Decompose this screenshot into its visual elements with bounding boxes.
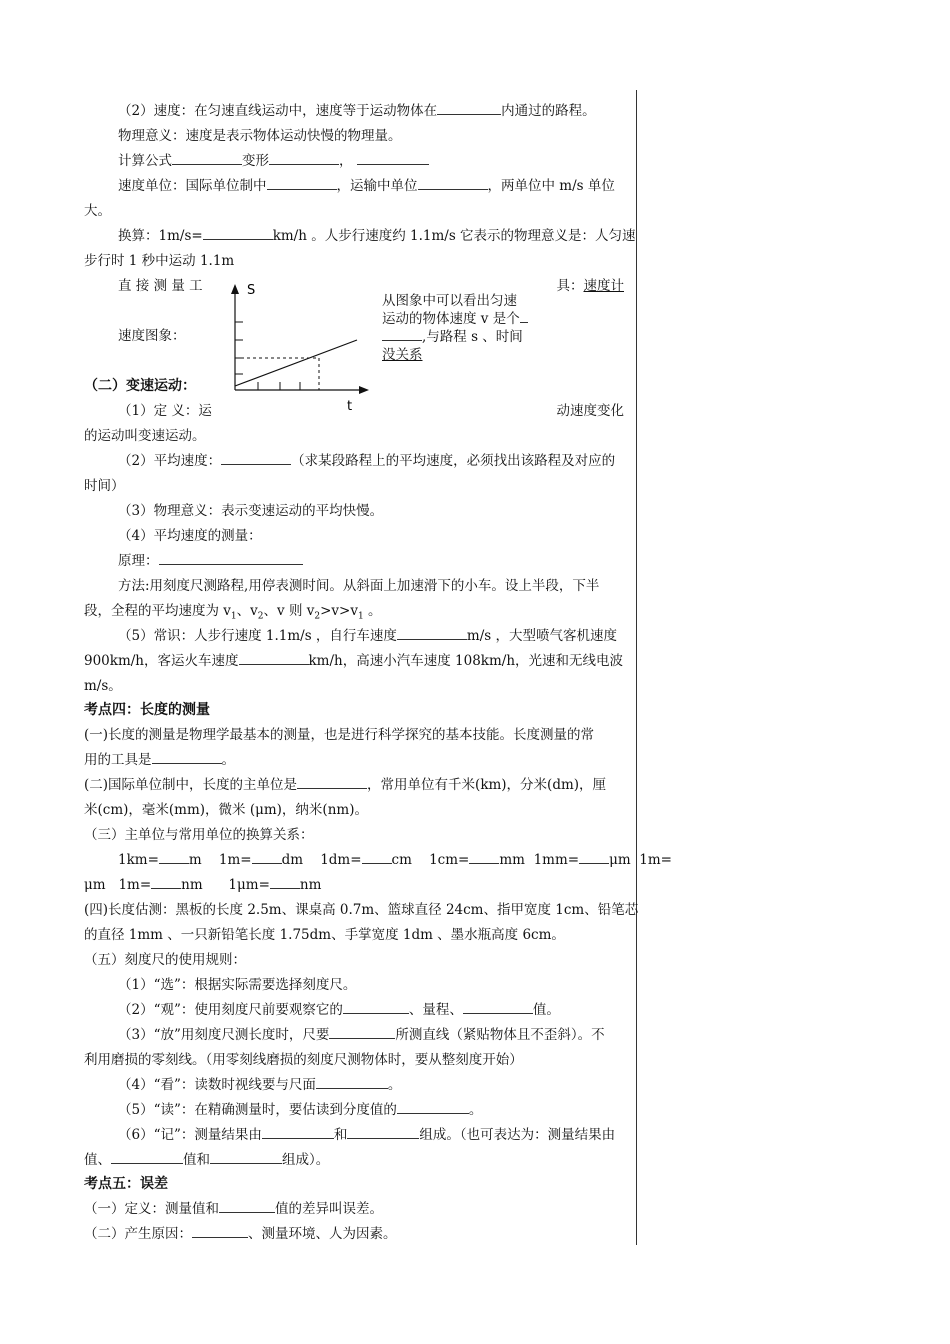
graph-s-label: S (247, 283, 256, 298)
error-causes: （二）产生原因： 、测量环境、人为因素。 (84, 1226, 397, 1242)
average-speed-line: （2）平均速度： （求某段路程上的平均速度，必须找出该路程及对应的 (118, 453, 616, 469)
unit-conversion-row-cont: μm 1m= nm 1μm= nm (84, 877, 322, 893)
ruler-rule-record-cont: 值、 值和 组成）。 (84, 1152, 330, 1168)
average-speed-measure: （4）平均速度的测量： (118, 528, 262, 544)
common-speeds-cont: 900km/h，客运火车速度 km/h，高速小汽车速度 108km/h，光速和无线电波 (84, 653, 624, 669)
error-definition: （一）定义：测量值和 值的差异叫误差。 (84, 1201, 383, 1217)
principle-line: 原理： (118, 552, 624, 570)
graph-t-label: t (347, 399, 353, 412)
speed-graph-label: 速度图象： (118, 328, 186, 344)
variable-motion-def: （1）定 义：运 动速度变化 (118, 403, 624, 419)
section-variable-motion: （二）变速运动： (84, 378, 196, 394)
graph-note: 从图象中可以看出匀速 运动的物体速度 v 是个 ,与路程 s 、时间 没关系 (382, 292, 534, 364)
length-intro-cont: 用的工具是 。 (84, 752, 235, 768)
unit-conversion-title: （三）主单位与常用单位的换算关系： (84, 827, 314, 843)
average-speed-line-cont: 时间） (84, 478, 125, 494)
speed-definition: （2）速度：在匀速直线运动中，速度等于运动物体在 内通过的路程。 (118, 103, 596, 119)
ruler-rule-observe: （2）“观”：使用刻度尺前要观察它的 、量程、 值。 (118, 1002, 560, 1018)
speed-unit-line: 速度单位：国际单位制中 ，运输中单位 ，两单位中 m/s 单位 (118, 178, 615, 194)
common-speeds-cont2: m/s。 (84, 678, 122, 694)
conversion-line: 换算：1m/s= km/h 。人步行速度约 1.1m/s 它表示的物理意义是：人匀速 (118, 228, 636, 244)
method-line-cont: 段，全程的平均速度为 $v_1$、$v_2$、v 则 $v_2>v>v_1$ 。 (84, 603, 382, 622)
common-speeds: （5）常识：人步行速度 1.1m/s ，自行车速度 m/s ，大型喷气客机速度 (118, 628, 617, 644)
ruler-rule-read: （5）“读”：在精确测量时，要估读到分度值的 。 (118, 1102, 483, 1118)
length-units-cont: 米(cm)，毫米(mm)，微米 (μm)，纳米(nm)。 (84, 802, 368, 818)
length-intro: (一)长度的测量是物理学最基本的测量，也是进行科学探究的基本技能。长度测量的常 (84, 727, 595, 743)
ruler-rule-place-cont: 利用磨损的零刻线。（用零刻线磨损的刻度尺测物体时，要从整刻度开始） (84, 1052, 523, 1068)
column-divider (636, 90, 637, 1245)
ruler-rule-place: （3）“放”用刻度尺测长度时，尺要 所测直线（紧贴物体且不歪斜）。不 (118, 1027, 605, 1043)
unit-conversion-row: 1km= m 1m= dm 1dm= cm 1cm= mm 1mm= μm 1m= (118, 852, 672, 868)
ruler-rule-select: （1）“选”：根据实际需要选择刻度尺。 (118, 977, 357, 993)
variable-motion-def-cont: 的运动叫变速运动。 (84, 428, 206, 444)
formula-line: 计算公式 变形 ， (118, 152, 624, 170)
ruler-rule-look: （4）“看”：读数时视线要与尺面 。 (118, 1077, 402, 1093)
conversion-line-cont: 步行时 1 秒中运动 1.1m (84, 253, 235, 269)
method-line: 方法:用刻度尺测路程,用停表测时间。从斜面上加速滑下的小车。设上半段，下半 (118, 578, 600, 594)
physical-meaning: 物理意义：速度是表示物体运动快慢的物理量。 (118, 128, 402, 144)
section-length-measurement: 考点四：长度的测量 (84, 702, 210, 718)
ruler-rules-title: （五）刻度尺的使用规则： (84, 952, 246, 968)
measuring-tool-line: 直 接 测 量 工 具：速度计 (118, 278, 624, 294)
section-error: 考点五：误差 (84, 1176, 168, 1192)
average-speed-meaning: （3）物理意义：表示变速运动的平均快慢。 (118, 503, 384, 519)
length-units: (二)国际单位制中，长度的主单位是 ，常用单位有千米(km)，分米(dm)，厘 (84, 777, 607, 793)
length-estimates: (四)长度估测：黑板的长度 2.5m、课桌高 0.7m、篮球直径 24cm、指甲宽度 1cm、铅笔芯 (84, 902, 639, 918)
length-estimates-cont: 的直径 1mm 、一只新铅笔长度 1.75dm、手掌宽度 1dm 、墨水瓶高度 6cm。 (84, 927, 565, 943)
ruler-rule-record: （6）“记”：测量结果由 和 组成。（也可表达为：测量结果由 (118, 1127, 616, 1143)
speed-unit-line-cont: 大。 (84, 203, 111, 219)
